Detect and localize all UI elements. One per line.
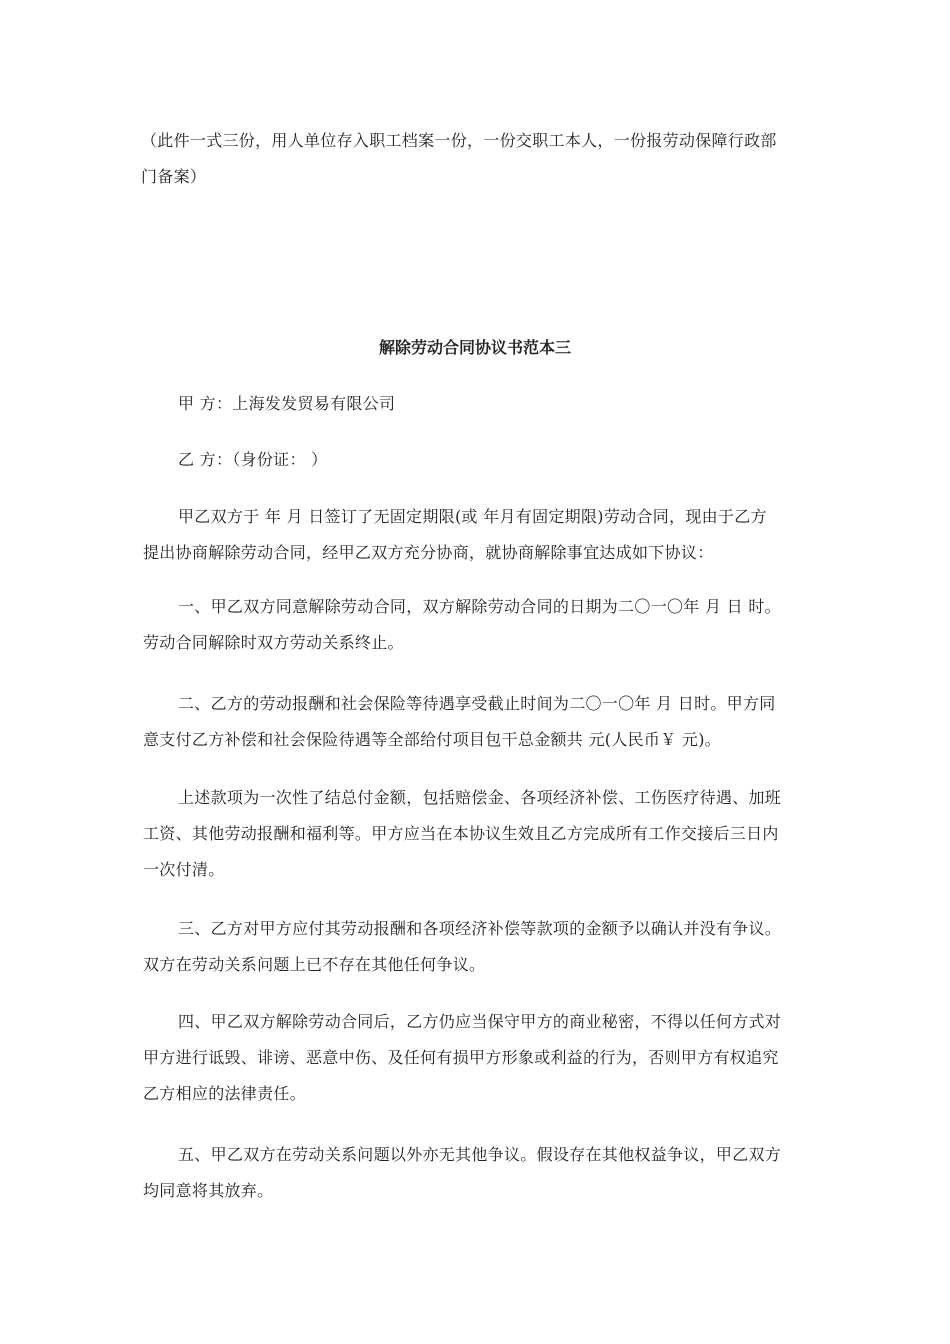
- paragraph-line: 三、乙方对甲方应付其劳动报酬和各项经济补偿等款项的金额予以确认并没有争议。: [178, 919, 782, 938]
- paragraph-line: 工资、其他劳动报酬和福利等。甲方应当在本协议生效且乙方完成所有工作交接后三日内: [143, 824, 779, 843]
- paragraph-line: 双方在劳动关系问题上已不存在其他任何争议。: [143, 955, 486, 974]
- paragraph-line: 一次付清。: [143, 860, 225, 879]
- paragraph-clause-5: [143, 1137, 813, 1209]
- paragraph-line: 甲方进行诋毁、诽谤、恶意中伤、及任何有损甲方形象或利益的行为，否则甲方有权追究: [143, 1048, 779, 1067]
- party-a: [143, 386, 813, 422]
- party-b-line: 乙 方：（身份证： ）: [178, 450, 328, 469]
- paragraph-line: 五、甲乙双方在劳动关系问题以外亦无其他争议。假设存在其他权益争议，甲乙双方: [178, 1145, 782, 1164]
- paragraph-line: 二、乙方的劳动报酬和社会保险等待遇享受截止时间为二〇一〇年 月 日时。甲方同: [178, 694, 776, 713]
- paragraph-line: 意支付乙方补偿和社会保险待遇等全部给付项目包干总金额共 元(人民币￥ 元)。: [143, 730, 722, 749]
- paragraph-line: 四、甲乙双方解除劳动合同后，乙方仍应当保守甲方的商业秘密，不得以任何方式对: [178, 1012, 782, 1031]
- party-a-line: 甲 方：上海发发贸易有限公司: [178, 394, 396, 413]
- paragraph-clause-1: [143, 589, 813, 661]
- document-title: 解除劳动合同协议书范本三: [378, 338, 571, 357]
- party-b: [143, 442, 813, 478]
- filing-note-line: （此件一式三份，用人单位存入职工档案一份，一份交职工本人，一份报劳动保障行政部: [141, 131, 777, 150]
- paragraph-line: 均同意将其放弃。: [143, 1181, 274, 1200]
- filing-note-line: 门备案）: [141, 167, 207, 186]
- filing-note: [141, 123, 813, 195]
- paragraph-line: 提出协商解除劳动合同，经甲乙双方充分协商，就协商解除事宜达成如下协议：: [143, 543, 714, 562]
- paragraph-line: 甲乙双方于 年 月 日签订了无固定期限(或 年月有固定期限)劳动合同，现由于乙方: [178, 507, 767, 526]
- paragraph-line: 劳动合同解除时双方劳动关系终止。: [143, 633, 404, 652]
- paragraph-line: 乙方相应的法律责任。: [143, 1084, 307, 1103]
- paragraph-payment-details: [143, 780, 813, 888]
- paragraph-clause-3: [143, 911, 813, 983]
- paragraph-clause-4: [143, 1004, 813, 1112]
- paragraph-preamble: [143, 499, 813, 571]
- paragraph-line: 一、甲乙双方同意解除劳动合同，双方解除劳动合同的日期为二〇一〇年 月 日 时。: [178, 597, 781, 616]
- paragraph-clause-2: [143, 686, 813, 758]
- paragraph-line: 上述款项为一次性了结总付金额，包括赔偿金、各项经济补偿、工伤医疗待遇、加班: [178, 788, 782, 807]
